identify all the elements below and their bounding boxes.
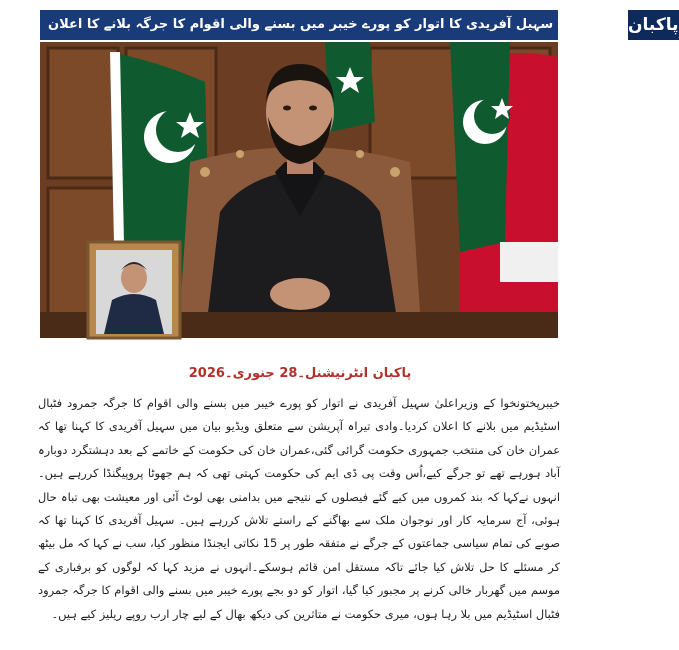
kp-flag-right — [450, 42, 558, 338]
news-photo — [40, 42, 558, 338]
news-header — [40, 10, 679, 40]
brand-logo: پاکبان — [626, 10, 679, 40]
framed-portrait — [88, 242, 180, 338]
article-body: خیبرپختونخوا کے وزیراعلیٰ سہیل آفریدی نے اتوار کو پورے خیبر میں بسنے والی اقوام کا جرگہ جمرود فٹبال اسٹیڈیم میں بلانے کا اعلان کردیا۔وادی تیراہ آپریشن سے متعلق ویڈیو بیان میں سہیل آفریدی کا کہنا تھا کہ عمران خان کی منتخب جمہوری حکومت گرائی گئی،عمران خان کی حکومت کے خاتمے کے بعد دہشتگرد دوبارہ آباد ہورہے تھے تو جرگے کیے،اُس وقت پی ڈی ایم کی حکومت کہتی تھی کہ ہم جھوٹا پروپیگنڈا کررہے ہیں۔انہوں نےکہا کہ بند کمروں میں کیے گئے فیصلوں کے نتیجے میں بدامنی بھی لوٹ آئی اور معیشت بھی تباہ حال ہوئی، آج سرمایہ کار اور نوجوان ملک سے بھاگنے کے راستے تلاش کررہے ہیں۔ سہیل آفریدی کا کہنا تھا کہ صوبے کی تمام سیاسی جماعتوں کے جرگے نے متفقہ طور پر 15 نکاتی ایجنڈا منظور کیا، سب نے کہا کہ مل بیٹھ کر مسئلے کا حل تلاش کیا جائے تاکہ مستقل امن قائم ہوسکے۔انہوں نے مزید کہا کہ لوگوں کو برفباری کے موسم میں گھربار خالی کرنے پر مجبور کیا گیا، اتوار کو دو بجے پورے خیبر میں بسنے والی اقوام کا جرگہ جمرود فٹبال اسٹیڈیم میں بلا رہا ہوں، میری حکومت نے متاثرین کی دیکھ بھال کے لیے چار ارب روپے ریلیز کیے ہیں۔ — [38, 396, 560, 621]
headline: وزیراعلیٰ سہیل آفریدی کا اتوار کو پورے خیبر میں بسنے والی اقوام کا جرگہ بلانے کا اعلان — [48, 17, 619, 32]
dateline: پاکبان انٹرنیشنل۔28 جنوری۔2026 — [188, 366, 412, 381]
news-photo-illustration — [40, 42, 558, 338]
